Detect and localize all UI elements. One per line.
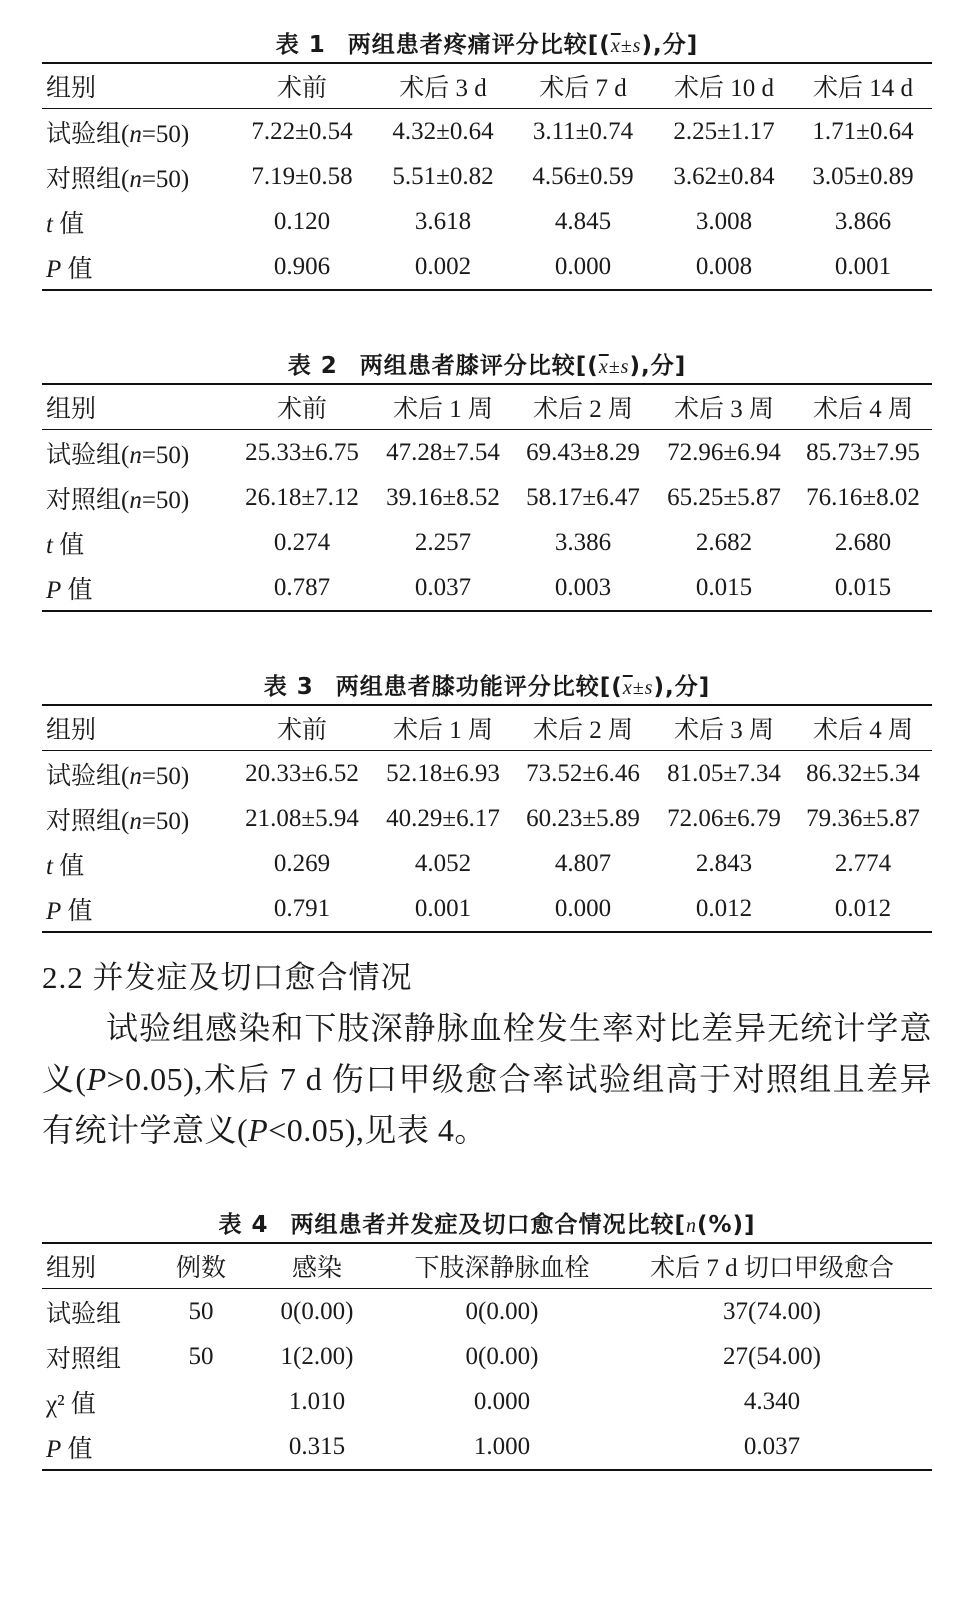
row-label: 对照组(n=50) (46, 807, 190, 835)
table-cell: 0.037 (414, 573, 472, 601)
table-row (42, 1334, 932, 1379)
table-cell: 0.120 (273, 207, 331, 235)
row-label: t 值 (46, 531, 85, 559)
header-cell: 术前 (230, 705, 374, 751)
table-cell: 3.62±0.84 (673, 162, 775, 190)
table-cell: 76.16±8.02 (806, 483, 920, 511)
table-cell: 2.25±1.17 (673, 117, 775, 145)
table-cell: 73.52±6.46 (526, 759, 640, 787)
table-row (42, 886, 932, 932)
table-cell: 4.052 (414, 849, 472, 877)
table-cell: 5.51±0.82 (392, 162, 494, 190)
table-number: 表 2 (287, 353, 338, 379)
table-row (42, 199, 932, 244)
table-cell: 21.08±5.94 (245, 804, 359, 832)
table-cell: 40.29±6.17 (386, 804, 500, 832)
table-cell: 2.682 (695, 528, 753, 556)
table-row (42, 1289, 932, 1335)
table-row (42, 244, 932, 290)
table-cell: 47.28±7.54 (386, 438, 500, 466)
table-row (42, 154, 932, 199)
table-cell: 0.791 (273, 894, 331, 922)
table-cell: 86.32±5.34 (806, 759, 920, 787)
table-cell: 0(0.00) (465, 1297, 539, 1325)
table-cell: 20.33±6.52 (245, 759, 359, 787)
table-cell: 2.257 (414, 528, 472, 556)
table-cell: 7.22±0.54 (251, 117, 353, 145)
caption-end: ),分] (629, 353, 687, 379)
row-label: P 值 (46, 576, 93, 604)
table-cell: 0.008 (695, 252, 753, 280)
table-cell: 4.340 (743, 1387, 801, 1415)
table-cell: 0.787 (273, 573, 331, 601)
header-cell: 术后 1 周 (374, 705, 512, 751)
table-1 (42, 62, 932, 291)
table-header-row (42, 705, 932, 751)
table-cell: 60.23±5.89 (526, 804, 640, 832)
mean-symbol: $\overline{x}$ (610, 35, 621, 57)
row-label: P 值 (46, 1435, 93, 1463)
table-cell: 7.19±0.58 (251, 162, 353, 190)
table-cell: 25.33±6.75 (245, 438, 359, 466)
table-row (42, 520, 932, 565)
table-row (42, 475, 932, 520)
caption-text: 两组患者膝功能评分比较[( (335, 674, 623, 700)
table-cell: 0.002 (414, 252, 472, 280)
table-cell: 1.010 (288, 1387, 346, 1415)
table-cell: 1(2.00) (280, 1342, 354, 1370)
caption-text: 两组患者疼痛评分比较[( (347, 32, 611, 58)
table-cell: 0.037 (743, 1432, 801, 1460)
table-2 (42, 383, 932, 612)
table-2-caption (42, 349, 932, 383)
header-cell: 下肢深静脉血栓 (392, 1243, 612, 1289)
row-label: χ² 值 (46, 1390, 96, 1418)
header-cell: 术后 2 周 (512, 705, 654, 751)
table-cell: 26.18±7.12 (245, 483, 359, 511)
table-cell: 4.56±0.59 (532, 162, 634, 190)
caption-text: 两组患者膝评分比较[( (359, 353, 599, 379)
mean-symbol: $\overline{x}$ (622, 677, 633, 699)
body-paragraph: 试验组感染和下肢深静脉血栓发生率对比差异无统计学意义(P>0.05),术后 7 d 伤口甲级愈合率试验组高于对照组且差异有统计学意义(P<0.05),见表 4。 (42, 1010, 932, 1148)
table-cell: 37(74.00) (723, 1297, 821, 1325)
table-row (42, 109, 932, 155)
header-cell: 术后 10 d (654, 63, 794, 109)
table-cell: 4.845 (554, 207, 612, 235)
table-cell: 3.008 (695, 207, 753, 235)
table-row (42, 1424, 932, 1470)
caption-end: ),分] (641, 32, 699, 58)
table-cell: 0.000 (554, 252, 612, 280)
header-cell: 术后 2 周 (512, 384, 654, 430)
row-label: 试验组(n=50) (46, 441, 190, 469)
row-label: t 值 (46, 210, 85, 238)
table-cell: 0(0.00) (280, 1297, 354, 1325)
header-cell: 术后 7 d 切口甲级愈合 (612, 1243, 932, 1289)
table-header-row (42, 384, 932, 430)
table-cell: 0.000 (554, 894, 612, 922)
header-cell: 术后 3 周 (654, 384, 794, 430)
table-cell: 0.015 (834, 573, 892, 601)
table-cell: 58.17±6.47 (526, 483, 640, 511)
row-label: P 值 (46, 255, 93, 283)
caption-end: ),分] (653, 674, 711, 700)
table-cell: 65.25±5.87 (667, 483, 781, 511)
sd-symbol: ±s (620, 35, 642, 57)
table-cell: 0.269 (273, 849, 331, 877)
caption-end: (%)] (696, 1212, 756, 1238)
row-label: 对照组(n=50) (46, 486, 190, 514)
header-cell: 术前 (230, 63, 374, 109)
row-label: 对照组(n=50) (46, 165, 190, 193)
table-4-caption (42, 1208, 932, 1242)
header-cell: 术前 (230, 384, 374, 430)
caption-text: 两组患者并发症及切口愈合情况比较[ (290, 1212, 686, 1238)
table-cell: 0.000 (473, 1387, 531, 1415)
table-3-caption (42, 670, 932, 704)
table-cell: 3.866 (834, 207, 892, 235)
sd-symbol: ±s (608, 356, 630, 378)
table-cell: 3.05±0.89 (812, 162, 914, 190)
header-cell: 术后 1 周 (374, 384, 512, 430)
header-cell: 组别 (42, 63, 230, 109)
header-cell: 术后 3 d (374, 63, 512, 109)
row-label: 对照组 (46, 1345, 122, 1373)
header-cell: 术后 7 d (512, 63, 654, 109)
row-label: t 值 (46, 852, 85, 880)
header-cell: 组别 (42, 1243, 160, 1289)
table-cell: 69.43±8.29 (526, 438, 640, 466)
header-cell: 术后 3 周 (654, 705, 794, 751)
table-row (42, 1379, 932, 1424)
table-cell: 1.000 (473, 1432, 531, 1460)
table-cell: 1.71±0.64 (812, 117, 914, 145)
table-cell: 0.001 (834, 252, 892, 280)
table-cell: 72.06±6.79 (667, 804, 781, 832)
table-cell: 3.618 (414, 207, 472, 235)
header-cell: 术后 4 周 (794, 705, 932, 751)
table-row (42, 751, 932, 797)
table-cell: 2.774 (834, 849, 892, 877)
row-label: 试验组(n=50) (46, 762, 190, 790)
section-heading: 2.2 并发症及切口愈合情况 (42, 960, 413, 995)
caption-n-symbol: n (685, 1215, 697, 1237)
table-header-row (42, 63, 932, 109)
table-row (42, 430, 932, 476)
table-row (42, 565, 932, 611)
table-cell: 39.16±8.52 (386, 483, 500, 511)
table-header-row (42, 1243, 932, 1289)
table-cell: 0.012 (834, 894, 892, 922)
header-cell: 感染 (242, 1243, 392, 1289)
table-cell (160, 1379, 242, 1424)
header-cell: 术后 4 周 (794, 384, 932, 430)
table-number: 表 1 (275, 32, 326, 58)
table-cell: 0.012 (695, 894, 753, 922)
table-4 (42, 1242, 932, 1471)
table-cell: 0.001 (414, 894, 472, 922)
table-cell (160, 1424, 242, 1470)
table-cell: 50 (188, 1342, 214, 1370)
header-cell: 例数 (160, 1243, 242, 1289)
table-1-caption (42, 28, 932, 62)
table-cell: 3.11±0.74 (532, 117, 634, 145)
table-cell: 79.36±5.87 (806, 804, 920, 832)
table-row (42, 841, 932, 886)
mean-symbol: $\overline{x}$ (598, 356, 609, 378)
table-cell: 27(54.00) (723, 1342, 821, 1370)
table-cell: 85.73±7.95 (806, 438, 920, 466)
sd-symbol: ±s (632, 677, 654, 699)
table-cell: 0.015 (695, 573, 753, 601)
row-label: 试验组(n=50) (46, 120, 190, 148)
table-cell: 72.96±6.94 (667, 438, 781, 466)
table-cell: 52.18±6.93 (386, 759, 500, 787)
row-label: 试验组 (46, 1300, 122, 1328)
header-cell: 组别 (42, 705, 230, 751)
table-cell: 0(0.00) (465, 1342, 539, 1370)
header-cell: 术后 14 d (794, 63, 932, 109)
table-cell: 3.386 (554, 528, 612, 556)
table-cell: 4.32±0.64 (392, 117, 494, 145)
table-cell: 81.05±7.34 (667, 759, 781, 787)
table-cell: 50 (188, 1297, 214, 1325)
row-label: P 值 (46, 897, 93, 925)
table-number: 表 4 (218, 1212, 269, 1238)
header-cell: 组别 (42, 384, 230, 430)
table-cell: 0.906 (273, 252, 331, 280)
table-number: 表 3 (263, 674, 314, 700)
table-row (42, 796, 932, 841)
table-cell: 4.807 (554, 849, 612, 877)
table-cell: 2.680 (834, 528, 892, 556)
document-page (42, 0, 932, 1471)
table-cell: 2.843 (695, 849, 753, 877)
table-cell: 0.003 (554, 573, 612, 601)
table-3 (42, 704, 932, 933)
table-cell: 0.274 (273, 528, 331, 556)
table-cell: 0.315 (288, 1432, 346, 1460)
